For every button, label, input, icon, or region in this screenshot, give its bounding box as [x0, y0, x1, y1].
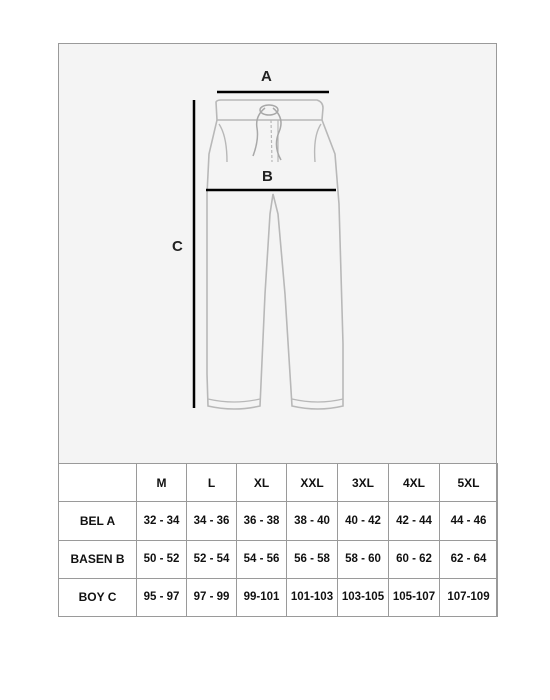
table-cell: 40 - 42	[338, 502, 389, 540]
table-row	[59, 578, 498, 616]
waistband-outline	[216, 100, 323, 120]
pants-sketch	[59, 44, 496, 463]
table-header-row	[59, 464, 498, 502]
table-cell: 54 - 56	[237, 540, 287, 578]
label-c: C	[172, 238, 183, 255]
row-label: BOY C	[59, 578, 137, 616]
table-row	[59, 540, 498, 578]
header-cell-xxl: XXL	[287, 464, 338, 502]
table-cell: 52 - 54	[187, 540, 237, 578]
header-cell-empty	[59, 464, 137, 502]
right-pocket	[315, 124, 321, 162]
header-cell-4xl: 4XL	[389, 464, 440, 502]
table-cell: 50 - 52	[137, 540, 187, 578]
table-cell: 56 - 58	[287, 540, 338, 578]
pants-outline	[207, 120, 343, 409]
row-label: BASEN B	[59, 540, 137, 578]
pants-figure	[59, 44, 496, 463]
table-cell: 38 - 40	[287, 502, 338, 540]
header-cell-3xl: 3XL	[338, 464, 389, 502]
table-cell: 32 - 34	[137, 502, 187, 540]
label-a: A	[261, 68, 272, 85]
size-table	[58, 463, 498, 617]
table-cell: 107-109	[440, 578, 498, 616]
table-cell: 99-101	[237, 578, 287, 616]
table-cell: 62 - 64	[440, 540, 498, 578]
left-pocket	[219, 124, 227, 162]
header-cell-5xl: 5XL	[440, 464, 498, 502]
header-cell-xl: XL	[237, 464, 287, 502]
table-cell: 36 - 38	[237, 502, 287, 540]
table-cell: 101-103	[287, 578, 338, 616]
table-cell: 44 - 46	[440, 502, 498, 540]
table-row	[59, 502, 498, 540]
header-cell-m: M	[137, 464, 187, 502]
drawstring	[253, 108, 281, 160]
table-cell: 58 - 60	[338, 540, 389, 578]
table-cell: 42 - 44	[389, 502, 440, 540]
table-cell: 34 - 36	[187, 502, 237, 540]
table-cell: 103-105	[338, 578, 389, 616]
header-cell-l: L	[187, 464, 237, 502]
table-cell: 97 - 99	[187, 578, 237, 616]
left-hem	[208, 399, 260, 402]
table-cell: 60 - 62	[389, 540, 440, 578]
label-b: B	[262, 168, 273, 185]
fly-line	[271, 120, 272, 162]
right-hem	[292, 399, 343, 402]
table-cell: 105-107	[389, 578, 440, 616]
table-cell: 95 - 97	[137, 578, 187, 616]
row-label: BEL A	[59, 502, 137, 540]
